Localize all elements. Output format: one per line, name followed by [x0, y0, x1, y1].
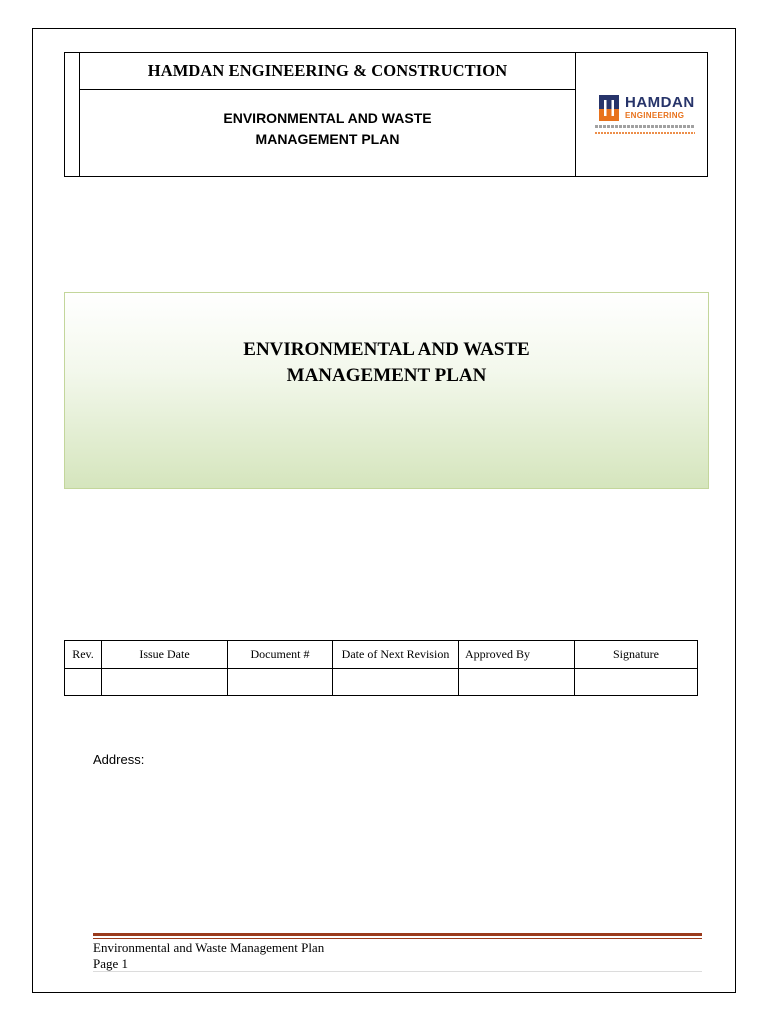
- title-banner: [64, 292, 709, 489]
- header-document-title-line-1: ENVIRONMENTAL AND WASTE: [223, 110, 432, 126]
- cell-rev: [65, 669, 102, 696]
- cell-issue-date: [102, 669, 228, 696]
- revision-table: [64, 640, 698, 696]
- footer-bottom-rule: [93, 971, 702, 972]
- logo-wordmark-primary: HAMDAN: [625, 94, 695, 111]
- cell-signature: [575, 669, 698, 696]
- footer-rule-thin: [93, 938, 702, 939]
- footer-document-title: Environmental and Waste Management Plan: [93, 940, 325, 955]
- column-header-signature: Signature: [575, 641, 698, 669]
- document-header: [64, 52, 708, 177]
- column-header-issue-date: Issue Date: [102, 641, 228, 669]
- footer-page-value: 1: [121, 956, 129, 971]
- revision-table-header-row: [65, 641, 698, 669]
- cell-document-number: [228, 669, 333, 696]
- company-logo: [599, 95, 695, 155]
- cell-approved-by: [459, 669, 575, 696]
- logo-wordmark-secondary: ENGINEERING: [625, 111, 685, 120]
- column-header-approved-by: Approved By: [459, 641, 575, 669]
- column-header-rev: Rev.: [65, 641, 102, 669]
- column-header-next-revision-date: Date of Next Revision: [333, 641, 459, 669]
- column-header-document-number: Document #: [228, 641, 333, 669]
- banner-title: [65, 337, 708, 389]
- logo-english-tagline-mark: [595, 132, 695, 134]
- address-label: Address:: [93, 752, 145, 767]
- banner-title-line-1: ENVIRONMENTAL AND WASTE: [243, 339, 530, 360]
- header-document-title: [80, 90, 575, 178]
- logo-mark-icon: [599, 95, 619, 121]
- footer-page-label: Page: [93, 956, 119, 971]
- company-name: HAMDAN ENGINEERING & CONSTRUCTION: [147, 61, 508, 80]
- logo-arabic-tagline-mark: [595, 125, 695, 128]
- footer-page-number: [93, 956, 128, 971]
- cell-next-revision-date: [333, 669, 459, 696]
- header-logo-divider: [575, 53, 576, 176]
- footer-rule-thick: [93, 933, 702, 936]
- banner-title-line-2: MANAGEMENT PLAN: [286, 365, 487, 386]
- header-document-title-line-2: MANAGEMENT PLAN: [255, 131, 400, 147]
- table-row: [65, 669, 698, 696]
